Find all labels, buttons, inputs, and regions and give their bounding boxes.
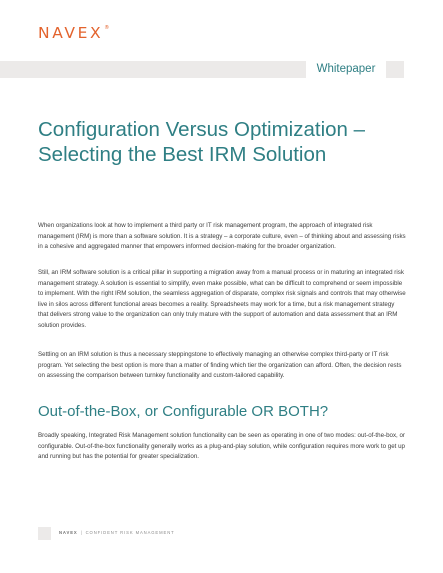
navex-logo bbox=[38, 26, 109, 42]
document-type-label: Whitepaper bbox=[306, 61, 386, 78]
footer-separator: | bbox=[80, 530, 83, 535]
footer-tagline: CONFIDENT RISK MANAGEMENT bbox=[85, 530, 175, 535]
body-paragraph-2: Still, an IRM software solution is a critical pillar in supporting a migration away from a manual process or in maturing an integrated risk management strategy. A solution is essential to simplify, even make possible, what can be difficult to comprehend or seem impossible to implement. With the right IRM solution, the seamless aggregation of disparate, complex risk signals and controls that may otherwise live in silos across different functional areas becomes a reality. Spreadsheets may work for a time, but a risk management strategy that delivers strong value to the organization can only truly mature with the support of automation and data assessment that an IRM solution provides. bbox=[38, 269, 406, 329]
section-heading: Out-of-the-Box, or Configurable OR BOTH? bbox=[38, 403, 329, 420]
footer bbox=[59, 530, 175, 536]
logo-text: NAVEX bbox=[38, 24, 104, 42]
section-paragraph: Broadly speaking, Integrated Risk Management solution functionality can be seen as operating in one of two modes: out-of-the-box, or configurable. Out-of-the-box functionality generally works as a plug-and-play solution, while configuration requires more work to get up and running but has the potential for greater specialization. bbox=[38, 432, 405, 461]
header-band-end bbox=[386, 61, 404, 78]
logo-registered-mark: ® bbox=[104, 25, 110, 31]
footer-brand: NAVEX bbox=[59, 530, 78, 535]
body-paragraph-3: Settling on an IRM solution is thus a necessary steppingstone to effectively managing an otherwise complex third-party or IT risk program. Yet selecting the best option is more than a matter of finding which tier the organization can afford. Often, the decision rests on assessing the comparison between turnkey functionality and custom-tailored capability. bbox=[38, 351, 402, 380]
page-title: Configuration Versus Optimization – Selecting the Best IRM Solution bbox=[38, 118, 366, 166]
intro-paragraph: When organizations look at how to implement a third party or IT risk management program, the approach of integrated risk management (IRM) is more than a software solution. It is a strategy – a corporate culture, even – of thinking about and assessing risks in a cohesive and aggregated manner that empowers informed decision-making for the broader organization. bbox=[38, 222, 406, 251]
footer-page-box bbox=[38, 527, 51, 540]
